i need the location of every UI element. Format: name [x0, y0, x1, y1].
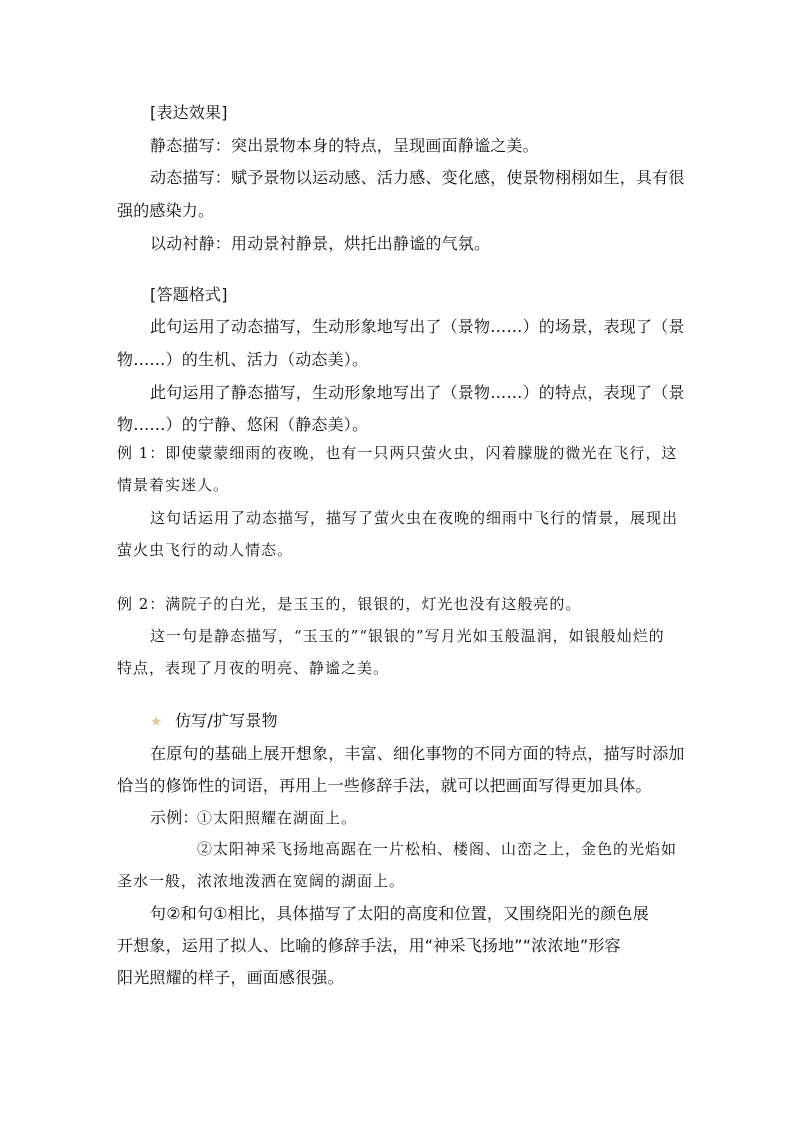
format-static-line1: 此句运用了静态描写，生动形象地写出了（景物……）的特点，表现了（景 [150, 383, 685, 402]
star-icon: ★ [150, 714, 163, 730]
demo-sentence2-line1: ②太阳神采飞扬地高踞在一片松柏、楼阁、山峦之上，金色的光焰如 [197, 840, 678, 858]
paragraph-dynamic-effect-line1: 动态描写：赋予景物以运动感、活力感、变化感，使景物栩栩如生，具有很 [150, 168, 685, 187]
example1-answer-line2: 萤火虫飞行的动人情态。 [117, 541, 294, 559]
imitate-paragraph1-line1: 在原句的基础上展开想象，丰富、细化事物的不同方面的特点，描写时添加 [150, 744, 685, 763]
imitate-paragraph2-line3: 阳光照耀的样子，画面感很强。 [117, 968, 344, 987]
example2-line1: 例 2：满院子的白光，是玉玉的，银银的，灯光也没有这般亮的。 [117, 595, 582, 613]
heading-imitate: 仿写/扩写景物 [175, 711, 278, 730]
demo-sentence2-line2: 圣水一般，浓浓地泼洒在宽阔的湖面上。 [117, 872, 406, 890]
demo-sentence1: ①太阳照耀在湖面上。 [197, 809, 358, 827]
imitate-paragraph1-line2: 恰当的修饰性的词语，再用上一些修辞手法，就可以把画面写得更加具体。 [117, 776, 652, 795]
heading-expression-effect: [表达效果] [150, 103, 228, 122]
format-dynamic-line2: 物……）的生机、活力（动态美）。 [117, 350, 369, 369]
example2-answer-line1: 这一句是静态描写，“玉玉的”“银银的”写月光如玉般温润，如银般灿烂的 [150, 627, 665, 645]
format-static-line2: 物……）的宁静、悠闲（静态美）。 [117, 415, 369, 434]
paragraph-static-effect: 静态描写：突出景物本身的特点，呈现画面静谧之美。 [150, 136, 539, 155]
demo-label: 示例： [150, 808, 199, 827]
heading-answer-format: [答题格式] [150, 285, 228, 304]
paragraph-dynamic-effect-line2: 强的感染力。 [117, 201, 215, 220]
example1-answer-line1: 这句话运用了动态描写，描写了萤火虫在夜晚的细雨中飞行的情景，展现出 [150, 509, 679, 527]
imitate-paragraph2-line1: 句②和句①相比，具体描写了太阳的高度和位置，又围绕阳光的颜色展 [150, 904, 649, 923]
paragraph-contrast-effect: 以动衬静：用动景衬静景，烘托出静谧的气氛。 [150, 234, 491, 253]
example1-line2: 情景着实迷人。 [117, 476, 230, 494]
example1-line1: 例 1：即使蒙蒙细雨的夜晚，也有一只两只萤火虫，闪着朦胧的微光在飞行，这 [117, 444, 678, 462]
example2-answer-line2: 特点，表现了月夜的明亮、静谧之美。 [117, 659, 390, 677]
format-dynamic-line1: 此句运用了动态描写，生动形象地写出了（景物……）的场景，表现了（景 [150, 317, 685, 336]
imitate-paragraph2-line2: 开想象，运用了拟人、比喻的修辞手法，用“神采飞扬地”“浓浓地”形容 [117, 936, 621, 955]
